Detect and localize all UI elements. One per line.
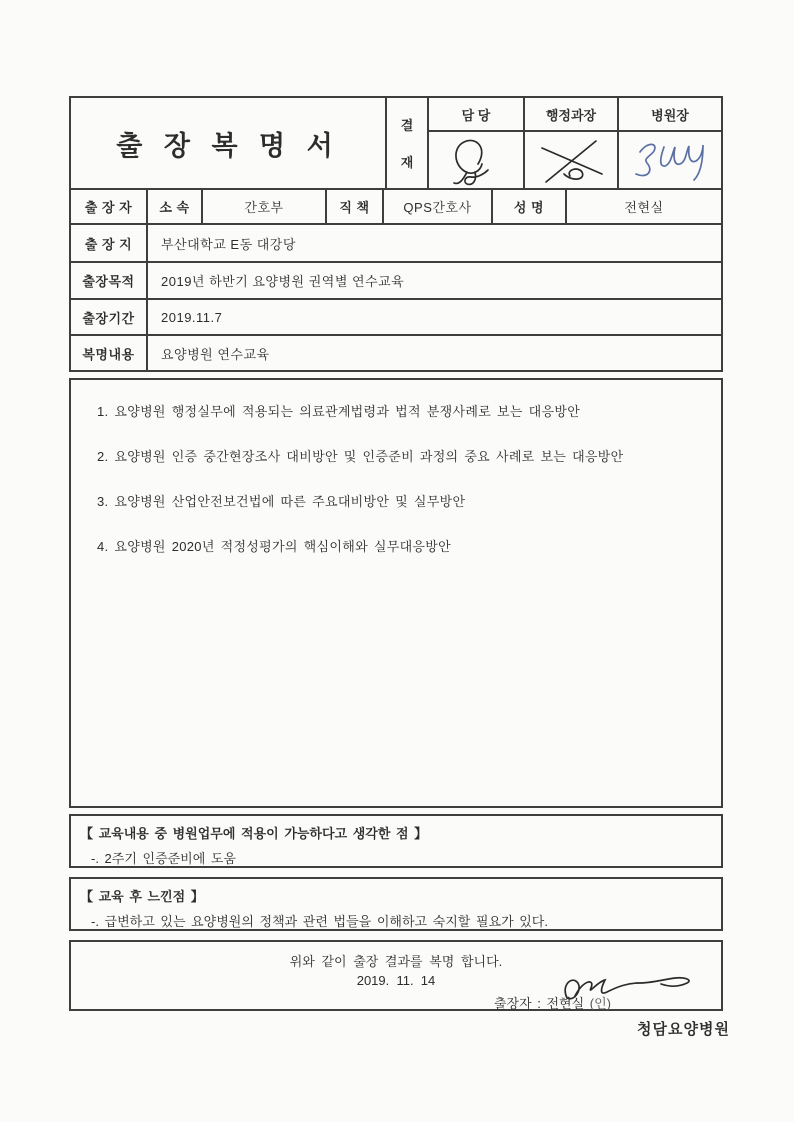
seal-placeholder: (인): [589, 996, 611, 1011]
destination-value: 부산대학교 E동 대강당: [161, 236, 296, 252]
traveler-label: 출 장 자: [71, 190, 148, 223]
department-value: 간호부: [203, 190, 327, 223]
approval-label-bottom: 재: [400, 155, 414, 170]
report-detail-item: 2. 요양병원 인증 중간현장조사 대비방안 및 인증준비 과정의 중요 사례로 보는 대응방안: [97, 448, 624, 464]
name-value: 전현실: [624, 200, 664, 215]
signer-label: 출장자 : 전현실: [493, 996, 590, 1011]
approval-column-byeongwonjang: 병원장: [619, 98, 721, 132]
approval-column-damdang: 담 당: [429, 98, 525, 132]
form-title: 출 장 복 명 서: [71, 98, 387, 188]
approval-column-haengjeonggwajang: 행정과장: [525, 98, 619, 132]
destination-row: [69, 225, 723, 263]
period-label: 출장기간: [71, 300, 148, 334]
closing-statement: 위와 같이 출장 결과를 복명 합니다.: [289, 954, 503, 969]
impressions-title: 【 교육 후 느낀점 】: [80, 889, 204, 904]
impressions-body: -. 급변하고 있는 요양병원의 정책과 관련 법들을 이해하고 숙지할 필요가 있다.: [91, 914, 548, 929]
haengjeonggwajang-signature: [526, 132, 616, 188]
report-content-value: 요양병원 연수교육: [161, 346, 270, 362]
report-content-row: [69, 336, 723, 372]
closing-date: 2019. 11. 14: [356, 973, 436, 988]
report-details-box: [69, 378, 723, 808]
purpose-row: [69, 263, 723, 300]
impressions-box: [69, 877, 723, 931]
report-detail-item: 4. 요양병원 2020년 적정성평가의 핵심이해와 실무대응방안: [97, 538, 451, 554]
report-content-label: 복명내용: [71, 336, 148, 370]
applicable-points-title: 【 교육내용 중 병원업무에 적용이 가능하다고 생각한 점 】: [80, 826, 428, 841]
report-detail-item: 1. 요양병원 행정실무에 적용되는 의료관계법령과 법적 분쟁사례로 보는 대응방안: [97, 404, 581, 419]
applicable-points-body: -. 2주기 인증준비에 도움: [91, 851, 237, 866]
position-value: QPS간호사: [384, 190, 493, 223]
name-label: 성 명: [493, 190, 567, 223]
purpose-label: 출장목적: [71, 263, 148, 298]
damdang-signature: [430, 132, 522, 188]
approval-label-top: 결: [400, 118, 414, 133]
traveler-signature: [553, 970, 703, 1010]
destination-label: 출 장 지: [71, 225, 148, 261]
traveler-row: [69, 190, 723, 225]
hospital-name: 청담요양병원: [637, 1021, 730, 1038]
period-row: [69, 300, 723, 336]
period-value: 2019.11.7: [161, 309, 223, 325]
approval-sign-cell-byeongwonjang: [619, 132, 721, 188]
approval-sign-cell-damdang: [429, 132, 525, 188]
position-label: 직 책: [327, 190, 384, 223]
approval-stamp-label: [387, 98, 429, 188]
trip-report-document: [69, 96, 723, 1011]
header-table: [69, 96, 723, 190]
approval-sign-cell-haengjeonggwajang: [525, 132, 619, 188]
closing-box: [69, 940, 723, 1011]
report-detail-item: 3. 요양병원 산업안전보건법에 따른 주요대비방안 및 실무방안: [97, 493, 466, 509]
department-label: 소 속: [148, 190, 203, 223]
applicable-points-box: [69, 814, 723, 868]
byeongwonjang-signature: [622, 132, 718, 188]
purpose-value: 2019년 하반기 요양병원 권역별 연수교육: [161, 274, 405, 289]
